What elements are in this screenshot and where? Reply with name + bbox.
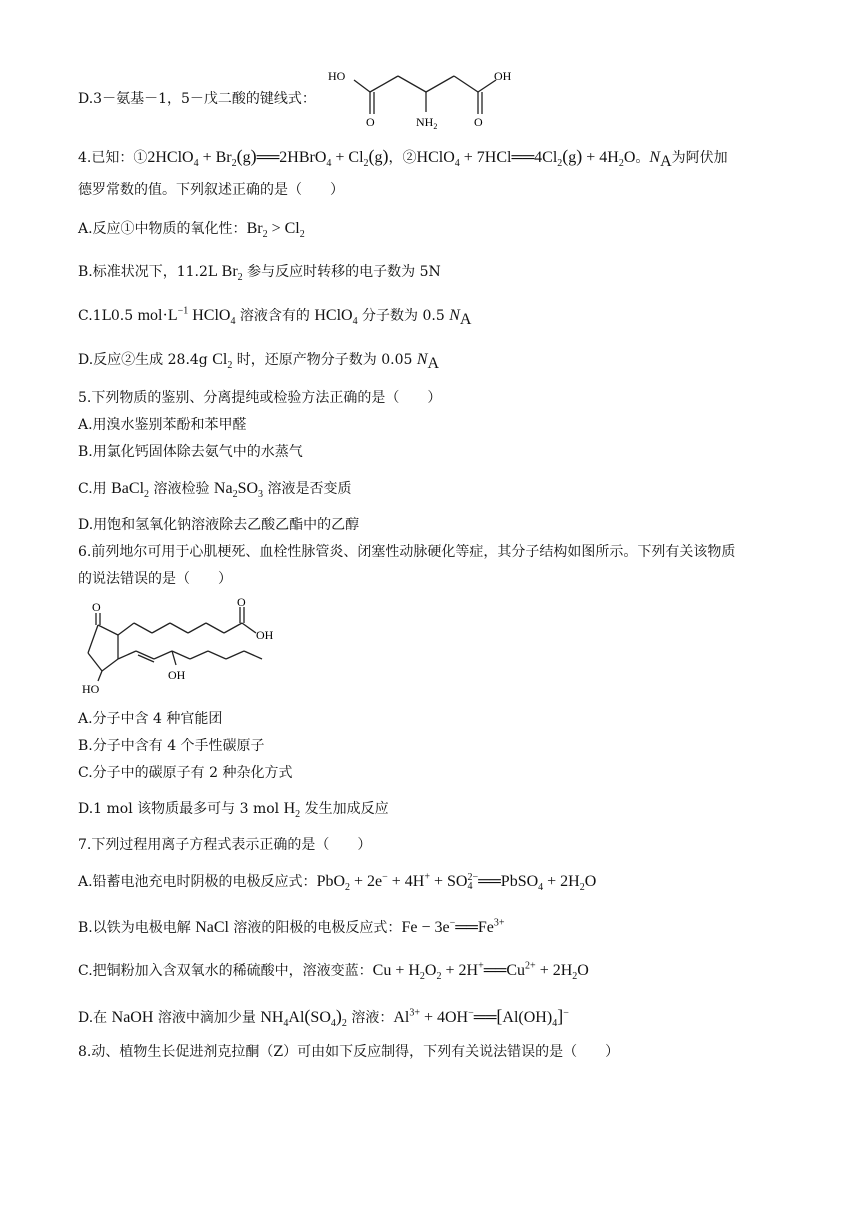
chain-oh-label: OH	[168, 668, 186, 682]
q6-option-a: A.分子中含 4 种官能团	[78, 711, 223, 727]
q5-option-b: B.用氯化钙固体除去氨气中的水蒸气	[78, 444, 303, 460]
alprostadil-structure	[78, 597, 288, 701]
carbonyl-o-left: O	[366, 115, 375, 129]
q6-option-b: B.分子中含有 4 个手性碳原子	[78, 738, 265, 754]
ring-ho-label: HO	[82, 682, 100, 696]
q6-option-c: C.分子中的碳原子有 2 种杂化方式	[78, 765, 293, 781]
q6-stem-line2: 的说法错误的是（ ）	[78, 571, 232, 587]
q7-option-b: B.以铁为电极电解 NaCl 溶液的阳极的电极反应式：$Fe - 3e^-══Fe^{3+}$	[78, 917, 505, 936]
q5-option-c: C.用 BaCl$_2$ 溶液检验 $Na_2SO_3$ 溶液是否变质	[78, 480, 352, 501]
oh-label: OH	[494, 69, 512, 83]
q4-option-c: C.1L0.5 $mol\cdot L^{-1}$ HClO$_4$ 溶液含有的 HClO$_4$ 分子数为 0.5 $N_A$	[78, 305, 472, 328]
q4-option-d: D.反应②生成 28.4g $Cl_2$ 时，还原产物分子数为 0.05 $N_A$	[78, 351, 440, 372]
q8-stem: 8.动、植物生长促进剂克拉酮（Z）可由如下反应制得，下列有关说法错误的是（ ）	[78, 1044, 620, 1060]
acid-oh-label: OH	[256, 628, 274, 642]
nh2-label: $NH_2$	[416, 115, 438, 131]
q6-stem-line1: 6.前列地尔可用于心肌梗死、血栓性脉管炎、闭塞性动脉硬化等症，其分子结构如图所示。下列有关该物质	[78, 544, 736, 560]
carbonyl-o-right: O	[474, 115, 483, 129]
q7-stem: 7.下列过程用离子方程式表示正确的是（ ）	[78, 837, 372, 853]
ho-label: HO	[328, 69, 346, 83]
ketone-o-label: O	[92, 600, 101, 614]
q5-option-d: D.用饱和氢氧化钠溶液除去乙酸乙酯中的乙醇	[78, 517, 360, 533]
q5-option-a: A.用溴水鉴别苯酚和苯甲醛	[78, 417, 247, 433]
q7-option-a: A.铅蓄电池充电时阴极的电极反应式：PbO$_2$ + 2e− + 4H+ + SO 2− 4 ══PbSO$_4$ + $2H_2O$	[78, 871, 597, 894]
q5-stem: 5.下列物质的鉴别、分离提纯或检验方法正确的是（ ）	[78, 390, 442, 406]
q4-stem-line2: 德罗常数的值。下列叙述正确的是（ ）	[78, 182, 344, 198]
q7-option-d: D.在 NaOH 溶液中滴加少量 $NH_4Al(SO_4)_2$ 溶液：$Al^{3+}$ + $4OH^-══[Al(OH)_4]^-$	[78, 1006, 569, 1030]
acid-o-label: O	[237, 597, 246, 609]
q6-option-d: D.1 mol 该物质最多可与 3 mol $H_2$ 发生加成反应	[78, 800, 389, 821]
glutamic-acid-skeletal-structure	[326, 58, 526, 134]
q4-option-b: B.标准状况下，11.2L $Br_2$ 参与反应时转移的电子数为 5N	[78, 263, 441, 284]
q4-stem: 4.已知：①2HClO$_4$ + $Br_2(g)══2HBrO_4 + Cl_2(g)$，②HClO$_4$ + $7HCl══4Cl_2(g) + 4H_2O$。$N_A$为阿伏加	[78, 146, 728, 170]
q3-option-d: D.3－氨基－1，5－戊二酸的键线式：	[78, 91, 316, 107]
q4-option-a: A.反应①中物质的氧化性：$Br_2 > Cl_2$	[78, 220, 305, 241]
q7-option-c: C.把铜粉加入含双氧水的稀硫酸中，溶液变蓝：$Cu + H_2O_2$ + $2H^+══Cu^{2+} + 2H_2O$	[78, 960, 589, 983]
